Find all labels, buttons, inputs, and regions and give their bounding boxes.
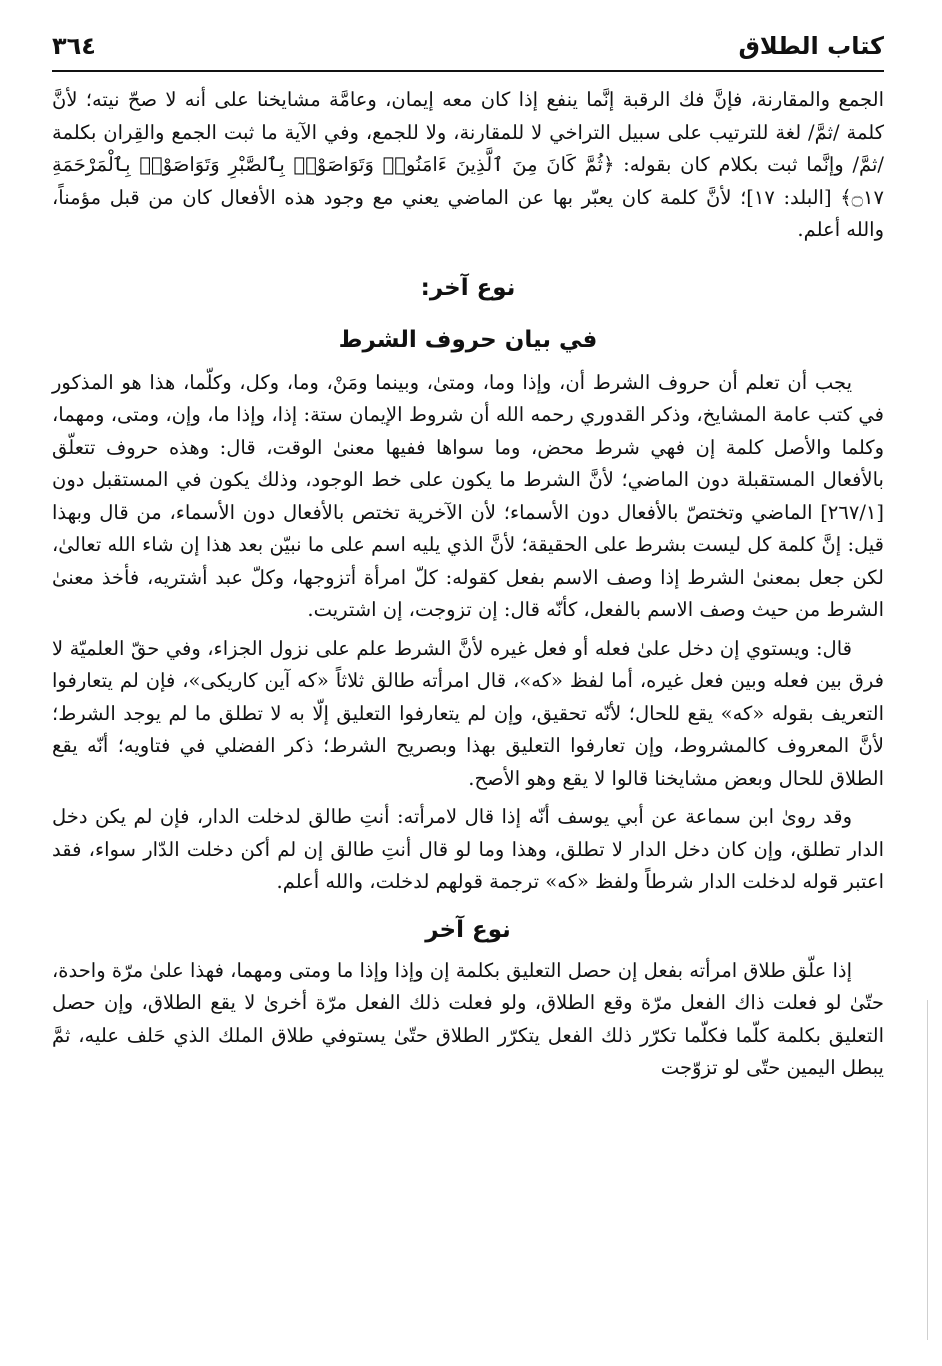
scan-margin-line	[927, 1000, 928, 1340]
section-subheading: في بيان حروف الشرط	[338, 326, 598, 353]
paragraph: وقد روىٰ ابن سماعة عن أبي يوسف أنّه إذا قال لامرأته: أنتِ طالق لدخلت الدار، فإن لم يكن دخل الدار تطلق، وإن كان دخل الدار لا تطلق، وهذا وما لو قال أنتِ طالق إن لم أكن دخلت الدّار سواء، فقد اعتبر قوله لدخلت الدار شرطاً ولفظ «كه» ترجمة قولهم لدخلت، والله أعلم.	[52, 805, 884, 893]
section-heading: نوع آخر:	[420, 274, 516, 301]
page-body	[52, 84, 884, 1085]
page-number: ٣٦٤	[52, 32, 96, 60]
section-conditional-particles	[52, 269, 884, 899]
intro-paragraph: الجمع والمقارنة، فإنَّ فك الرقبة إنَّما ينفع إذا كان معه إيمان، وعامَّة مشايخنا على أنه لا صحّ نيته؛ لأنَّ كلمة /ثمَّ/ لغة للترتيب على سبيل التراخي لا للمقارنة، ولا للجمع، وفي الآية ما ثبت الجمع والقِران بكلمة /ثمَّ/ وإنَّما ثبت بكلام كان بقوله: ﴿ثُمَّ كَانَ مِنَ ٱلَّذِينَ ءَامَنُوا۟ وَتَوَاصَوْا۟ بِٱلصَّبْرِ وَتَوَاصَوْا۟ بِٱلْمَرْحَمَةِ ۝١٧﴾ [البلد: ١٧]؛ لأنَّ كلمة كان يعبّر بها عن الماضي يعني مع وجود هذه الأفعال كان من قبل مؤمناً، والله أعلم.	[52, 88, 884, 241]
section-another-type	[52, 911, 884, 1085]
section-heading: نوع آخر	[425, 916, 511, 943]
paragraph: يجب أن تعلم أن حروف الشرط أن، وإذا وما، ومتىٰ، وبينما ومَنْ، وما، وكل، وكلّما، هذا هو المذكور في كتب عامة المشايخ، وذكر القدوري رحمه الله أن شروط الإيمان ستة: إذا، وإذا ما، وإن، ومتى، ومهما، وكلما والأصل كلمة إن فهي شرط محض، وما سواها ففيها معنىٰ الوقت، قال: وهذه حروف تتعلّق بالأفعال المستقبلة دون الماضي؛ لأنَّ الشرط ما يكون على خط الوجود، وذلك يكون في المستقبل دون [٢٦٧/١] الماضي وتختصّ بالأفعال دون الأسماء؛ لأن الآخرية تختص بالأفعال دون الأسماء، من قال وبهذا قيل: إنَّ كلمة كل ليست بشرط على الحقيقة؛ لأنَّ الذي يليه اسم على ما نبيّن بعد هذا إن شاء الله تعالىٰ، لكن جعل بمعنىٰ الشرط إذا وصف الاسم بفعل كقوله: كلّ امرأة أتزوجها، وكلّ عبد أشتريه، فأخذ معنىٰ الشرط من حيث وصف الاسم بالفعل، كأنّه قال: إن تزوجت، إن اشتريت.	[52, 370, 884, 621]
running-header	[52, 22, 884, 72]
paragraph: قال: ويستوي إن دخل علىٰ فعله أو فعل غيره لأنَّ الشرط علم على نزول الجزاء، وفي حقّ العلميّة لا فرق بين فعله وبين فعل غيره، أما لفظ «كه»، قال امرأته طالق ثلاثاً «كه آين كاريكى»، فإن لم يتعارفوا التعريف بقوله «كه» يقع للحال؛ لأنّه تحقيق، وإن لم يتعارفوا التعليق إلّا به لا تطلق ما لم يوجد الشرط؛ لأنَّ المعروف كالمشروط، وإن تعارفوا التعليق بهذا وبصريح الشرط؛ ذكر الفضلي في فتاويه؛ أنّه يقع الطلاق للحال وبعض مشايخنا قالوا لا يقع وهو الأصح.	[52, 636, 884, 790]
paragraph: إذا علّق طلاق امرأته بفعل إن حصل التعليق بكلمة إن وإذا وإذا ما ومتى ومهما، فهذا علىٰ مرّة واحدة، حتّىٰ لو فعلت ذاك الفعل مرّة وقع الطلاق، ولو فعلت ذلك الفعل مرّة أخرىٰ لا يقع الطلاق، وإن حصل التعليق بكلمة كلّما فكلّما تكرّر ذلك الفعل يتكرّر الطلاق حتّىٰ يستوفي طلاق الملك الذي حَلف عليه، ثمَّ يبطل اليمين حتّى لو تزوّجت	[52, 958, 884, 1079]
book-title: كتاب الطلاق	[738, 32, 884, 60]
